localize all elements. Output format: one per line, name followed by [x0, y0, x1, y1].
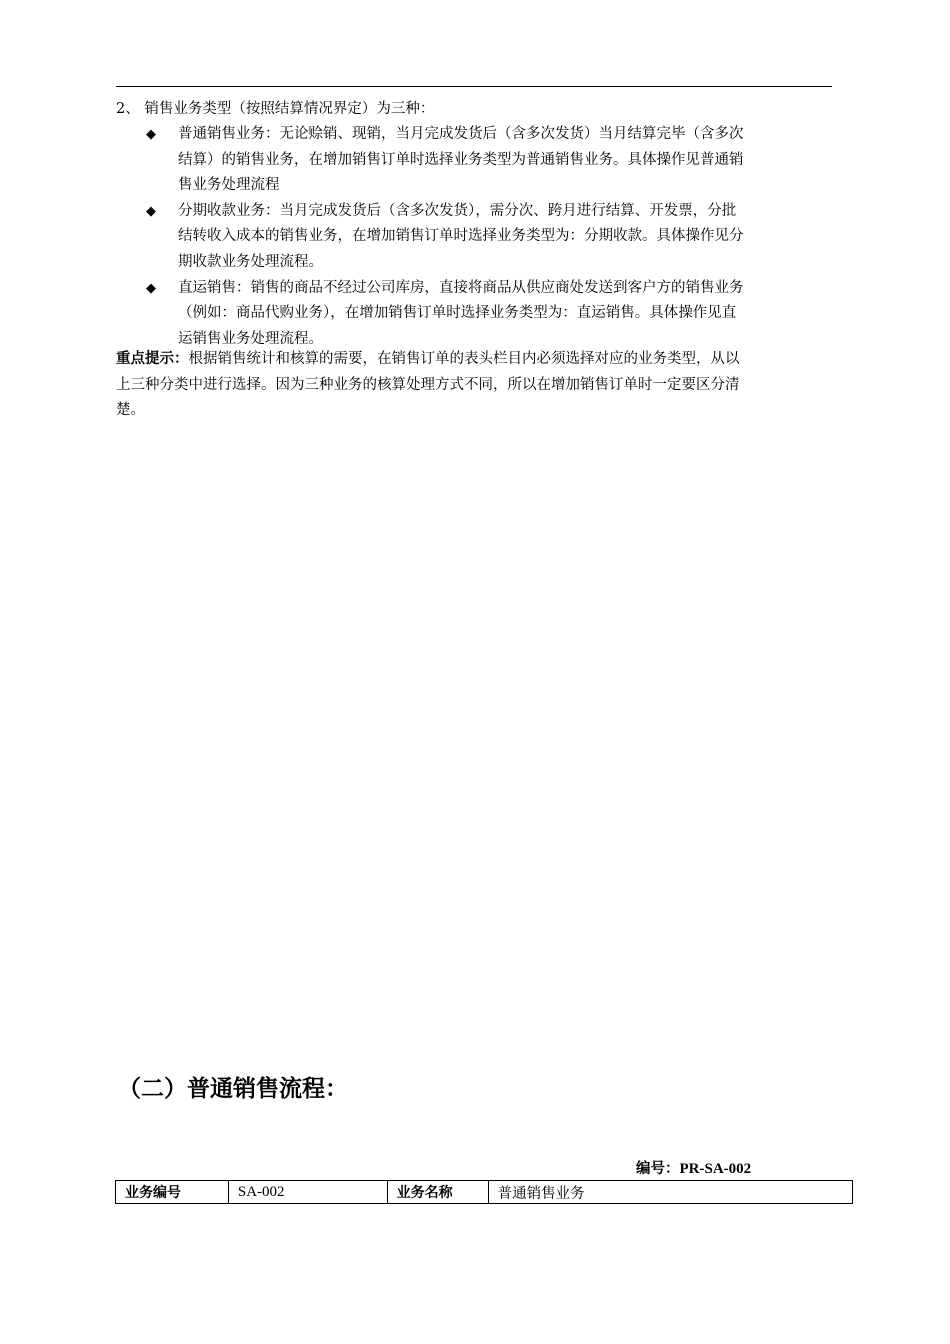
list-item-line: 运销售业务处理流程。: [178, 330, 323, 347]
business-no-value: SA-002: [228, 1181, 387, 1204]
list-item-installment: [145, 199, 845, 276]
diamond-bullet-icon: ◆: [146, 280, 156, 296]
list-item-normal-sales: [145, 122, 845, 199]
diamond-bullet-icon: ◆: [146, 203, 156, 219]
list-item-line: 普通销售业务：无论赊销、现销，当月完成发货后（含多次发货）当月结算完毕（含多次: [178, 126, 744, 142]
list-item-direct-shipping: [145, 276, 845, 353]
section-title: （二）普通销售流程：: [118, 1076, 348, 1102]
list-item-line: 结算）的销售业务，在增加销售订单时选择业务类型为普通销售业务。具体操作见普通销: [178, 151, 744, 168]
business-name-value: 普通销售业务: [488, 1181, 852, 1204]
business-type-list: [145, 122, 845, 352]
document-code: [636, 1157, 751, 1178]
document-code-label: 编号：: [636, 1160, 680, 1177]
list-item-line: 结转收入成本的销售业务，在增加销售订单时选择业务类型为：分期收款。具体操作见分: [178, 228, 744, 245]
document-code-value: PR-SA-002: [679, 1161, 752, 1177]
key-tip-line: 根据销售统计和核算的需要，在销售订单的表头栏目内必须选择对应的业务类型，从以: [188, 351, 740, 367]
list-item-line: 售业务处理流程: [178, 177, 280, 194]
list-item-line: 分期收款业务：当月完成发货后（含多次发货），需分次、跨月进行结算、开发票，分批: [178, 202, 737, 219]
business-name-label: 业务名称: [387, 1181, 488, 1204]
diamond-bullet-icon: ◆: [146, 127, 156, 142]
key-tip-line: 上三种分类中进行选择。因为三种业务的核算处理方式不同，所以在增加销售订单时一定要区分清: [116, 376, 740, 393]
list-item-line: （例如：商品代购业务），在增加销售订单时选择业务类型为：直运销售。具体操作见直: [178, 305, 737, 322]
business-info-table: [115, 1180, 853, 1204]
business-no-label: 业务编号: [116, 1181, 229, 1204]
intro-heading: 2、 销售业务类型（按照结算情况界定）为三种：: [116, 101, 435, 117]
key-tip-line: 楚。: [116, 402, 145, 419]
header-rule: [116, 86, 832, 87]
key-tip-label: 重点提示：: [116, 350, 189, 367]
key-tip: [116, 346, 846, 424]
list-item-line: 直运销售：销售的商品不经过公司库房，直接将商品从供应商处发送到客户方的销售业务: [178, 279, 744, 296]
list-item-line: 期收款业务处理流程。: [178, 253, 323, 270]
table-row: [116, 1181, 853, 1204]
